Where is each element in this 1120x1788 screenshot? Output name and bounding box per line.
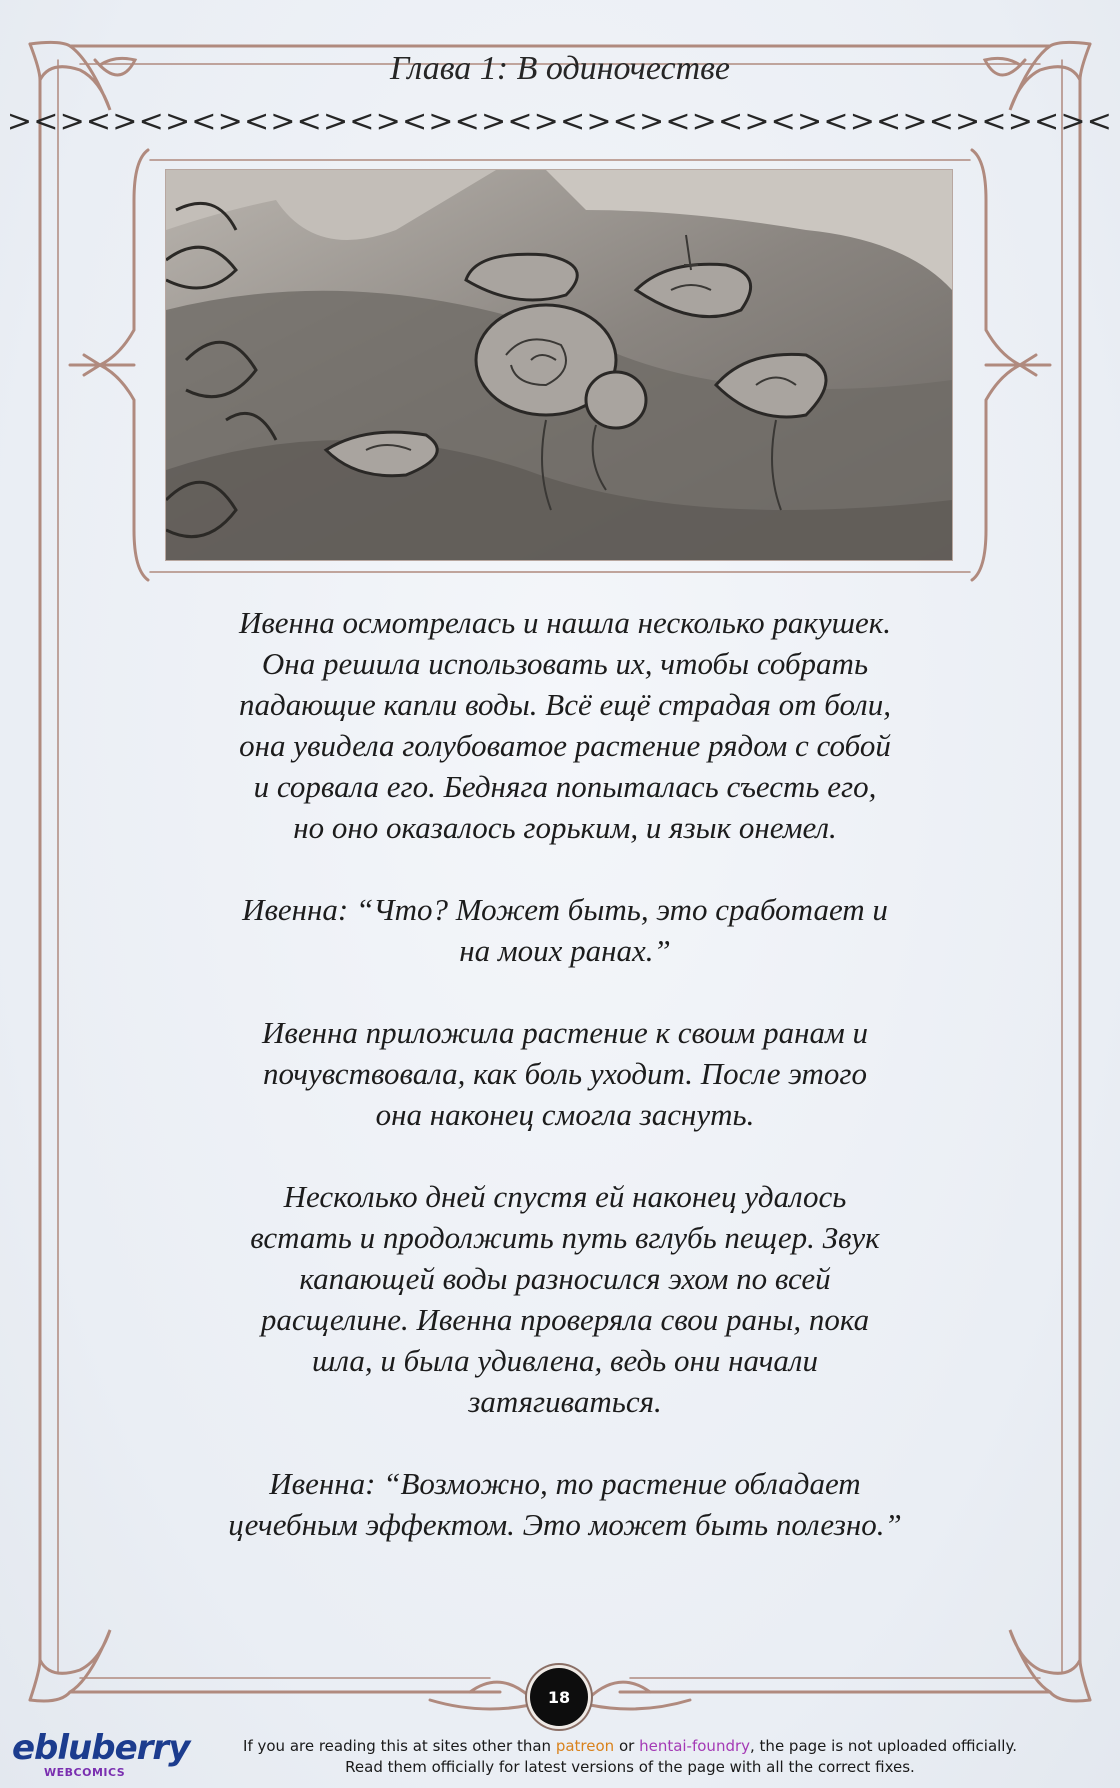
footer-mid: or	[614, 1737, 640, 1755]
footer-notice	[140, 1736, 1120, 1778]
story-paragraph: Ивенна осмотрелась и нашла несколько ракушек. Она решила использовать их, чтобы собрать падающие капли воды. Всё ещё страдая от боли, она увидела голубоватое растение рядом с собой и сорвала его. Бедняга попыталась съесть его, но оно оказалось горьким, и язык онемел.	[238, 605, 892, 845]
story-text	[150, 602, 980, 1545]
footer-line-1	[140, 1736, 1120, 1757]
hentai-foundry-link[interactable]: hentai-foundry	[639, 1737, 751, 1755]
footer-suffix: , the page is not uploaded officially.	[750, 1737, 1017, 1755]
chapter-title: Глава 1: В одиночестве	[390, 50, 730, 87]
dialogue-paragraph: Ивенна: “Что? Может быть, это сработает и на моих ранах.”	[242, 892, 888, 968]
page-number-badge: 18	[530, 1668, 588, 1726]
story-paragraph: Несколько дней спустя ей наконец удалось встать и продолжить путь вглубь пещер. Звук капающей воды разносился эхом по всей расщелине. Ивенна проверяла свои раны, пока шла, и была удивлена, ведь они начали затягиваться.	[250, 1179, 880, 1419]
story-paragraph: Ивенна приложила растение к своим ранам и почувствовала, как боль уходит. После этого она наконец смогла заснуть.	[261, 1015, 868, 1132]
brand-name: ebluberry	[12, 1728, 190, 1768]
title-divider: ><><><><><><><><><><><><><><><><><><><><><	[6, 104, 1114, 139]
patreon-link[interactable]: patreon	[555, 1737, 615, 1755]
footer-prefix: If you are reading this at sites other than	[243, 1737, 556, 1755]
dialogue-paragraph: Ивенна: “Возможно, то растение обладает цечебным эффектом. Это может быть полезно.”	[228, 1466, 902, 1542]
footer-line-2: Read them officially for latest versions of the page with all the correct fixes.	[345, 1758, 915, 1776]
shells-illustration	[166, 170, 952, 560]
ebluberry-logo[interactable]	[12, 1728, 190, 1784]
brand-subtitle: WEBCOMICS	[44, 1766, 126, 1779]
